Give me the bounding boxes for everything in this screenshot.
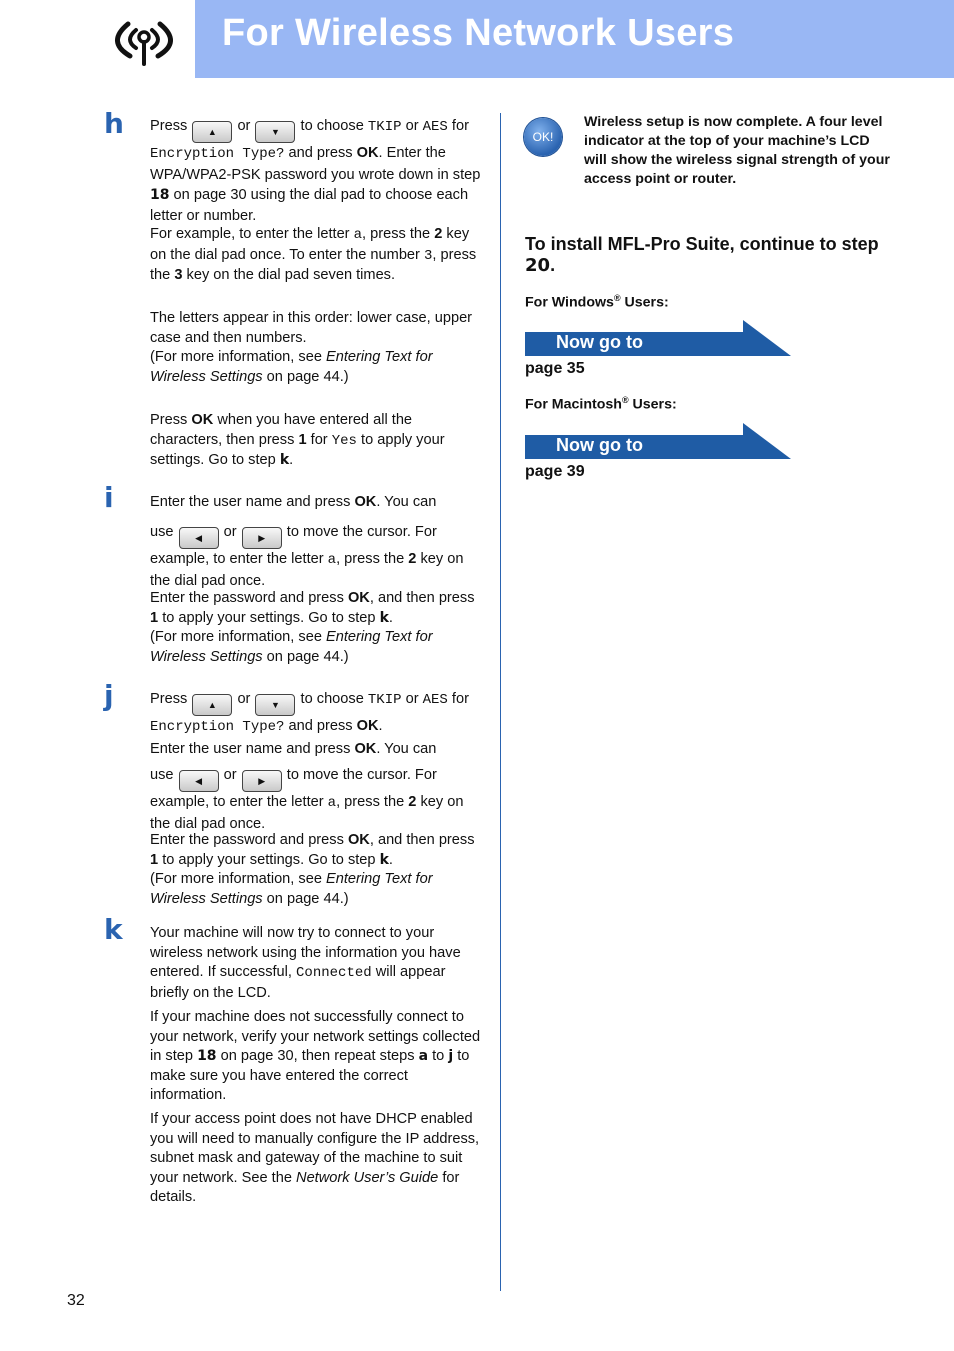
windows-now-go-to-label: Now go to: [556, 332, 643, 352]
step-letter-i: i: [104, 481, 114, 514]
right-arrow-key-icon: ▶: [242, 770, 282, 792]
down-arrow-key-icon: ▼: [255, 694, 295, 716]
step-i-paragraph-2: use ◀ or ▶ to move the cursor. For example, to enter the letter a, press the 2 key on the dial pad once.: [150, 524, 464, 589]
step-i-paragraph-1: Enter the user name and press OK. You can: [150, 494, 437, 510]
left-arrow-key-icon: ◀: [179, 527, 219, 549]
step-h-paragraph-3: The letters appear in this order: lower case, upper case and then numbers. (For more information, see Entering Text for Wireless Settings on page 44.): [150, 310, 473, 385]
step-j-paragraph-3: use ◀ or ▶ to move the cursor. For example, to enter the letter a, press the 2 key on the dial pad once.: [150, 767, 464, 832]
step-j-paragraph-4: Enter the password and press OK, and then press 1 to apply your settings. Go to step k. (For more information, see Entering Text for Wireless Settings on page 44.): [150, 832, 475, 907]
up-arrow-key-icon: ▲: [192, 121, 232, 143]
step-letter-h: h: [104, 107, 124, 140]
step-k-paragraph-3: If your access point does not have DHCP enabled you will need to manually configure the IP address, subnet mask and gateway of the machine to suit your network. See the Network User’s Guide for details.: [150, 1111, 480, 1206]
macintosh-users-label: For Macintosh® Users:: [525, 395, 677, 413]
wireless-antenna-icon: [100, 12, 188, 68]
page-title: For Wireless Network Users: [222, 12, 735, 54]
right-arrow-key-icon: ▶: [242, 527, 282, 549]
completion-note: Wireless setup is now complete. A four level indicator at the top of your machine’s LCD will show the wireless signal strength of your access point or router.: [584, 114, 890, 187]
step-i-paragraph-3: Enter the password and press OK, and then press 1 to apply your settings. Go to step k. (For more information, see Entering Text for Wireless Settings on page 44.): [150, 590, 475, 665]
step-h-paragraph-1: Press ▲ or ▼ to choose TKIP or AES for Encryption Type? and press OK. Enter the WPA/WPA2-PSK password you wrote down in step 18 on page 30 using the dial pad to choose each letter or number.: [150, 118, 481, 224]
step-j-paragraph-2: Enter the user name and press OK. You can: [150, 741, 437, 757]
install-heading: To install MFL-Pro Suite, continue to step 20.: [525, 234, 879, 276]
left-arrow-key-icon: ◀: [179, 770, 219, 792]
windows-users-label: For Windows® Users:: [525, 293, 669, 311]
macintosh-now-go-to-label: Now go to: [556, 435, 643, 455]
step-k-paragraph-2: If your machine does not successfully connect to your network, verify your network settings collected in step 18 on page 30, then repeat steps a to j to make sure you have entered the correct information.: [150, 1009, 481, 1104]
step-h-paragraph-2: For example, to enter the letter a, press the 2 key on the dial pad once. To enter the number 3, press the 3 key on the dial pad seven times.: [150, 226, 477, 284]
step-h-paragraph-4: Press OK when you have entered all the characters, then press 1 for Yes to apply your settings. Go to step k.: [150, 412, 445, 469]
down-arrow-key-icon: ▼: [255, 121, 295, 143]
step-letter-k: k: [104, 913, 123, 946]
step-j-paragraph-1: Press ▲ or ▼ to choose TKIP or AES for Encryption Type? and press OK.: [150, 691, 469, 735]
column-divider: [500, 113, 501, 1291]
macintosh-page-ref: page 39: [525, 463, 585, 480]
ok-check-icon: OK!: [524, 118, 562, 156]
page-number: 32: [67, 1292, 85, 1309]
step-letter-j: j: [104, 679, 114, 712]
windows-page-ref: page 35: [525, 360, 585, 377]
step-k-paragraph-1: Your machine will now try to connect to your wireless network using the information you have entered. If successful, Connected will appear briefly on the LCD.: [150, 925, 461, 1001]
up-arrow-key-icon: ▲: [192, 694, 232, 716]
